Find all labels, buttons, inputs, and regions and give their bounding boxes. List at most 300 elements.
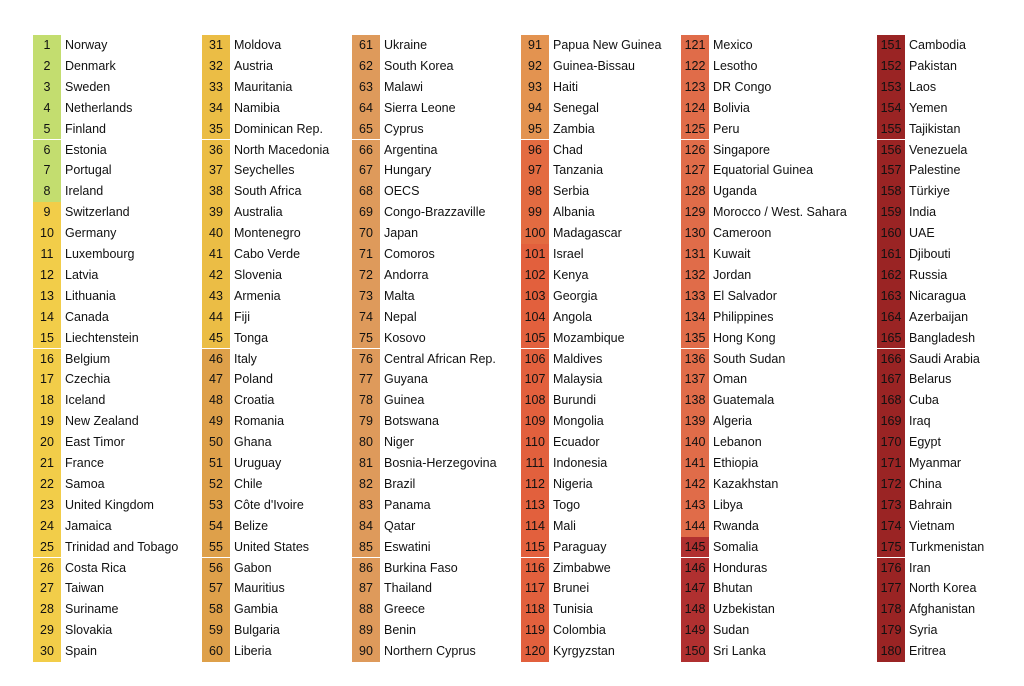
rank-cell: 170 (877, 432, 905, 453)
rank-cell: 66 (352, 140, 380, 161)
ranking-row (521, 119, 595, 140)
ranking-row (33, 349, 110, 370)
ranking-row (521, 35, 661, 56)
rank-cell: 61 (352, 35, 380, 56)
ranking-row (202, 495, 304, 516)
ranking-row (33, 578, 104, 599)
ranking-row (352, 578, 432, 599)
rank-cell: 180 (877, 641, 905, 662)
ranking-row (33, 432, 125, 453)
ranking-row (202, 578, 285, 599)
rank-cell: 52 (202, 474, 230, 495)
country-name: Singapore (713, 142, 770, 157)
ranking-row (521, 160, 603, 181)
country-name: Lesotho (713, 58, 758, 73)
rank-cell: 166 (877, 349, 905, 370)
country-name: Sri Lanka (713, 644, 766, 659)
rank-cell: 13 (33, 286, 61, 307)
rank-cell: 26 (33, 558, 61, 579)
country-name: Mongolia (553, 414, 604, 429)
ranking-row (33, 307, 109, 328)
ranking-row (877, 265, 947, 286)
rank-cell: 133 (681, 286, 709, 307)
ranking-row (521, 474, 593, 495)
ranking-row (877, 307, 968, 328)
rank-cell: 7 (33, 160, 61, 181)
country-name: Algeria (713, 414, 752, 429)
ranking-row (202, 411, 284, 432)
ranking-row (681, 286, 777, 307)
country-name: Mauritius (234, 581, 285, 596)
country-name: Azerbaijan (909, 309, 969, 324)
country-name: China (909, 476, 942, 491)
rank-cell: 109 (521, 411, 549, 432)
rank-cell: 105 (521, 328, 549, 349)
rank-cell: 115 (521, 537, 549, 558)
ranking-row (877, 516, 955, 537)
country-name: Hungary (384, 163, 432, 178)
ranking-row (521, 265, 588, 286)
country-name: Dominican Rep. (234, 121, 323, 136)
rank-cell: 100 (521, 223, 549, 244)
rank-cell: 65 (352, 119, 380, 140)
rank-cell: 45 (202, 328, 230, 349)
ranking-row (521, 307, 592, 328)
rank-cell: 153 (877, 77, 905, 98)
ranking-row (877, 160, 960, 181)
ranking-row (202, 140, 329, 161)
rank-cell: 17 (33, 369, 61, 390)
country-name: Estonia (65, 142, 107, 157)
rank-cell: 1 (33, 35, 61, 56)
rank-cell: 162 (877, 265, 905, 286)
country-name: Russia (909, 267, 948, 282)
country-name: Germany (65, 226, 117, 241)
rank-cell: 9 (33, 202, 61, 223)
ranking-row (33, 223, 116, 244)
rank-cell: 35 (202, 119, 230, 140)
ranking-row (681, 599, 775, 620)
ranking-row (681, 558, 767, 579)
ranking-row (352, 474, 415, 495)
ranking-row (33, 620, 112, 641)
country-name: Zambia (553, 121, 595, 136)
country-name: Sierra Leone (384, 100, 456, 115)
rank-cell: 152 (877, 56, 905, 77)
rank-cell: 49 (202, 411, 230, 432)
country-name: Austria (234, 58, 273, 73)
country-name: Italy (234, 351, 257, 366)
ranking-row (521, 202, 595, 223)
ranking-row (352, 223, 418, 244)
rank-cell: 28 (33, 599, 61, 620)
ranking-row (521, 495, 580, 516)
country-name: Nepal (384, 309, 417, 324)
country-name: Ethiopia (713, 456, 759, 470)
ranking-row (352, 537, 431, 558)
country-name: South Korea (384, 58, 454, 73)
rank-cell: 73 (352, 286, 380, 307)
rank-cell: 8 (33, 181, 61, 202)
ranking-row (352, 599, 425, 620)
country-name: Saudi Arabia (909, 351, 980, 366)
country-name: Sudan (713, 623, 750, 638)
ranking-row (202, 265, 282, 286)
ranking-row (352, 160, 431, 181)
country-name: Jordan (713, 267, 752, 282)
country-name: Kosovo (384, 330, 426, 345)
country-name: Morocco / West. Sahara (713, 205, 847, 220)
ranking-row (33, 98, 132, 119)
ranking-row (352, 349, 496, 370)
rank-cell: 76 (352, 349, 380, 370)
ranking-row (33, 453, 104, 474)
rank-cell: 36 (202, 140, 230, 161)
ranking-row (352, 77, 423, 98)
ranking-row (352, 98, 456, 119)
country-name: Lithuania (65, 288, 116, 303)
ranking-row (202, 390, 274, 411)
ranking-row (681, 641, 766, 662)
ranking-row (352, 369, 428, 390)
ranking-row (681, 35, 753, 56)
ranking-row (877, 349, 980, 370)
rank-cell: 147 (681, 578, 709, 599)
rank-cell: 27 (33, 578, 61, 599)
rank-cell: 165 (877, 328, 905, 349)
ranking-row (33, 599, 119, 620)
country-name: Netherlands (65, 100, 133, 115)
country-name: Equatorial Guinea (713, 163, 814, 178)
country-name: North Macedonia (234, 142, 330, 157)
rank-cell: 131 (681, 244, 709, 265)
rank-cell: 2 (33, 56, 61, 77)
rank-cell: 31 (202, 35, 230, 56)
rank-cell: 58 (202, 599, 230, 620)
rank-cell: 64 (352, 98, 380, 119)
rank-cell: 72 (352, 265, 380, 286)
ranking-row (33, 558, 126, 579)
country-name: Seychelles (234, 163, 295, 178)
ranking-row (521, 349, 602, 370)
rank-cell: 96 (521, 140, 549, 161)
country-name: Togo (553, 497, 581, 512)
country-name: Turkmenistan (909, 539, 985, 554)
country-name: Ireland (65, 184, 104, 199)
country-name: Palestine (909, 163, 961, 178)
country-name: Bhutan (713, 581, 753, 596)
ranking-row (681, 432, 762, 453)
rank-cell: 81 (352, 453, 380, 474)
ranking-row (681, 160, 813, 181)
country-name: New Zealand (65, 414, 139, 429)
country-name: Georgia (553, 288, 598, 303)
rank-cell: 59 (202, 620, 230, 641)
ranking-row (352, 516, 415, 537)
rank-cell: 82 (352, 474, 380, 495)
ranking-row (681, 537, 758, 558)
country-name: Bahrain (909, 497, 953, 512)
country-name: Serbia (553, 184, 590, 199)
country-name: Cameroon (713, 226, 772, 241)
rank-cell: 88 (352, 599, 380, 620)
country-name: Central African Rep. (384, 351, 496, 366)
ranking-row (33, 140, 107, 161)
ranking-row (521, 98, 599, 119)
country-name: Japan (384, 226, 419, 241)
rank-cell: 93 (521, 77, 549, 98)
rank-cell: 179 (877, 620, 905, 641)
rank-cell: 90 (352, 641, 380, 662)
rank-cell: 157 (877, 160, 905, 181)
country-name: Denmark (65, 58, 116, 73)
rank-cell: 41 (202, 244, 230, 265)
country-name: Tonga (234, 330, 269, 345)
country-name: Guatemala (713, 393, 775, 408)
rank-cell: 139 (681, 411, 709, 432)
rank-cell: 99 (521, 202, 549, 223)
ranking-row (202, 620, 280, 641)
ranking-row (33, 516, 112, 537)
country-name: Canada (65, 309, 109, 324)
country-name: Qatar (384, 518, 416, 533)
rank-cell: 48 (202, 390, 230, 411)
rank-cell: 106 (521, 349, 549, 370)
rank-cell: 54 (202, 516, 230, 537)
rank-cell: 168 (877, 390, 905, 411)
rank-cell: 123 (681, 77, 709, 98)
ranking-row (33, 265, 98, 286)
country-name: Poland (234, 372, 273, 387)
country-name: United States (234, 539, 310, 554)
country-name: Oman (713, 372, 748, 387)
rank-cell: 178 (877, 599, 905, 620)
ranking-row (681, 495, 743, 516)
country-name: Uganda (713, 184, 757, 199)
country-name: Tajikistan (909, 121, 961, 136)
rank-cell: 23 (33, 495, 61, 516)
ranking-row (521, 77, 578, 98)
rank-cell: 69 (352, 202, 380, 223)
ranking-row (681, 119, 739, 140)
country-name: Northern Cyprus (384, 644, 476, 659)
rank-cell: 22 (33, 474, 61, 495)
country-name: Taiwan (65, 581, 104, 596)
country-name: Liberia (234, 644, 272, 659)
ranking-row (877, 77, 936, 98)
rank-cell: 177 (877, 578, 905, 599)
rank-cell: 151 (877, 35, 905, 56)
ranking-row (352, 244, 435, 265)
ranking-row (681, 98, 750, 119)
ranking-row (352, 328, 426, 349)
rank-cell: 138 (681, 390, 709, 411)
ranking-row (33, 328, 139, 349)
rank-cell: 95 (521, 119, 549, 140)
country-name: Haiti (553, 79, 579, 94)
country-name: Malaysia (553, 372, 603, 387)
rank-cell: 113 (521, 495, 549, 516)
ranking-row (877, 537, 984, 558)
ranking-row (33, 244, 135, 265)
ranking-row (202, 56, 273, 77)
ranking-row (33, 474, 105, 495)
rank-cell: 171 (877, 453, 905, 474)
rank-cell: 19 (33, 411, 61, 432)
country-name: Eswatini (384, 539, 431, 554)
ranking-row (33, 369, 110, 390)
rank-cell: 83 (352, 495, 380, 516)
country-name: Yemen (909, 100, 948, 115)
country-name: Kuwait (713, 247, 751, 261)
country-name: Comoros (384, 247, 435, 261)
ranking-row (33, 390, 105, 411)
country-name: Philippines (713, 309, 774, 324)
ranking-row (202, 307, 250, 328)
country-name: Jamaica (65, 518, 112, 533)
ranking-row (521, 223, 622, 244)
country-name: Costa Rica (65, 560, 127, 575)
country-name: Botswana (384, 414, 439, 429)
rank-cell: 10 (33, 223, 61, 244)
rank-cell: 163 (877, 286, 905, 307)
country-name: Namibia (234, 100, 280, 115)
rank-cell: 127 (681, 160, 709, 181)
rank-cell: 94 (521, 98, 549, 119)
rank-cell: 42 (202, 265, 230, 286)
country-name: Nigeria (553, 476, 593, 491)
rank-cell: 114 (521, 516, 549, 537)
rank-cell: 4 (33, 98, 61, 119)
country-name: Maldives (553, 351, 603, 366)
rank-cell: 174 (877, 516, 905, 537)
country-name: Suriname (65, 602, 119, 617)
country-name: Hong Kong (713, 330, 776, 345)
country-name: Andorra (384, 267, 429, 282)
rank-cell: 39 (202, 202, 230, 223)
rank-cell: 84 (352, 516, 380, 537)
ranking-row (202, 558, 272, 579)
ranking-row (877, 620, 937, 641)
rank-cell: 71 (352, 244, 380, 265)
rank-cell: 5 (33, 119, 61, 140)
rank-cell: 156 (877, 140, 905, 161)
ranking-row (33, 181, 103, 202)
ranking-row (877, 286, 966, 307)
ranking-row (33, 537, 178, 558)
rank-cell: 160 (877, 223, 905, 244)
country-name: Cambodia (909, 38, 966, 52)
rank-cell: 57 (202, 578, 230, 599)
rank-cell: 150 (681, 641, 709, 662)
rank-cell: 164 (877, 307, 905, 328)
rank-cell: 167 (877, 369, 905, 390)
rank-cell: 32 (202, 56, 230, 77)
country-name: Australia (234, 205, 283, 220)
ranking-row (202, 328, 268, 349)
ranking-row (352, 202, 485, 223)
rank-cell: 25 (33, 537, 61, 558)
ranking-row (352, 558, 458, 579)
rank-cell: 70 (352, 223, 380, 244)
country-name: Papua New Guinea (553, 38, 662, 52)
ranking-row (681, 202, 847, 223)
rank-cell: 104 (521, 307, 549, 328)
country-name: Somalia (713, 539, 759, 554)
rank-cell: 67 (352, 160, 380, 181)
country-name: Uzbekistan (713, 602, 775, 617)
country-name: Kenya (553, 267, 589, 282)
rank-cell: 146 (681, 558, 709, 579)
ranking-row (521, 599, 593, 620)
ranking-row (352, 411, 439, 432)
rank-cell: 120 (521, 641, 549, 662)
country-name: Laos (909, 79, 937, 94)
ranking-row (681, 140, 770, 161)
rank-cell: 135 (681, 328, 709, 349)
ranking-row (202, 160, 294, 181)
country-name: Türkiye (909, 184, 950, 199)
country-name: Niger (384, 435, 414, 450)
ranking-row (202, 453, 281, 474)
ranking-row (33, 411, 139, 432)
rank-cell: 50 (202, 432, 230, 453)
ranking-row (202, 98, 280, 119)
rank-cell: 77 (352, 369, 380, 390)
country-name: Portugal (65, 163, 112, 178)
ranking-row (33, 119, 106, 140)
ranking-row (681, 390, 774, 411)
ranking-row (521, 390, 596, 411)
country-name: Chile (234, 476, 263, 491)
ranking-row (877, 599, 975, 620)
country-name: Sweden (65, 79, 111, 94)
country-name: Bolivia (713, 100, 750, 115)
ranking-row (877, 244, 951, 265)
ranking-row (681, 328, 776, 349)
rank-cell: 140 (681, 432, 709, 453)
rank-cell: 102 (521, 265, 549, 286)
rank-cell: 74 (352, 307, 380, 328)
ranking-row (521, 181, 589, 202)
country-name: Israel (553, 247, 584, 261)
rank-cell: 21 (33, 453, 61, 474)
rank-cell: 34 (202, 98, 230, 119)
rank-cell: 40 (202, 223, 230, 244)
country-name: Myanmar (909, 456, 962, 470)
rank-cell: 92 (521, 56, 549, 77)
country-name: Senegal (553, 100, 599, 115)
country-name: United Kingdom (65, 497, 154, 512)
ranking-row (681, 453, 758, 474)
rank-cell: 116 (521, 558, 549, 579)
country-name: Angola (553, 309, 592, 324)
country-name: Indonesia (553, 456, 608, 470)
ranking-row (352, 286, 415, 307)
ranking-row (877, 56, 957, 77)
rank-cell: 124 (681, 98, 709, 119)
ranking-row (202, 537, 309, 558)
rank-cell: 24 (33, 516, 61, 537)
country-name: France (65, 456, 104, 470)
country-name: Slovenia (234, 267, 282, 282)
rank-cell: 119 (521, 620, 549, 641)
rank-cell: 89 (352, 620, 380, 641)
ranking-row (681, 411, 752, 432)
country-name: Rwanda (713, 518, 759, 533)
rank-cell: 149 (681, 620, 709, 641)
rank-cell: 134 (681, 307, 709, 328)
